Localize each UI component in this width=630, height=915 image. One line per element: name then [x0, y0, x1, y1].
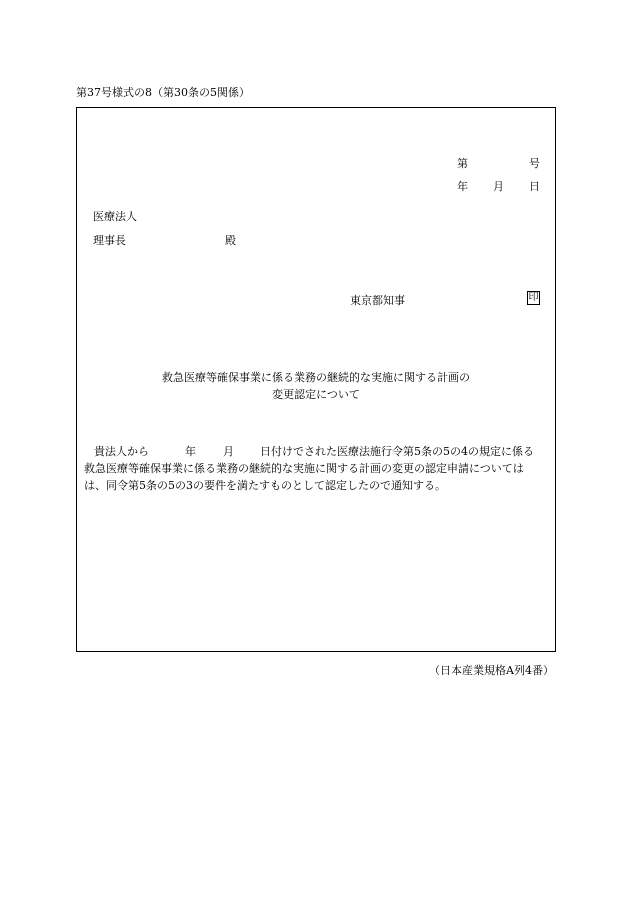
addressee-title: 理事長 — [93, 234, 126, 247]
paper-size-note: （日本産業規格A列4番） — [429, 664, 554, 677]
doc-number-suffix: 号 — [529, 157, 540, 170]
addressee-org: 医療法人 — [93, 210, 137, 223]
form-number: 第37号様式の8（第30条の5関係） — [76, 86, 250, 99]
body-line-1 — [84, 443, 552, 460]
addressee-honorific: 殿 — [225, 234, 236, 247]
date-year: 年 — [457, 180, 468, 193]
body-from: 貴法人から — [94, 445, 149, 458]
body-line-2: 救急医療等確保事業に係る業務の継続的な実施に関する計画の変更の認定申請については — [84, 462, 524, 475]
date-day: 日 — [529, 180, 540, 193]
doc-number-prefix: 第 — [457, 157, 468, 170]
sender-name: 東京都知事 — [350, 294, 405, 307]
date-month: 月 — [493, 180, 504, 193]
seal-stamp: 印 — [528, 292, 539, 303]
subject-line-2: 変更認定について — [272, 388, 360, 401]
notice-body — [84, 443, 552, 494]
body-year: 年 — [185, 445, 196, 458]
body-line-3: は、同令第5条の5の3の要件を満たすものとして認定したので通知する。 — [84, 479, 446, 492]
body-date-rest: 日付けでされた医療法施行令第5条の5の4の規定に係る — [260, 445, 534, 458]
body-month: 月 — [223, 445, 234, 458]
subject-line-1: 救急医療等確保事業に係る業務の継続的な実施に関する計画の — [162, 371, 470, 384]
